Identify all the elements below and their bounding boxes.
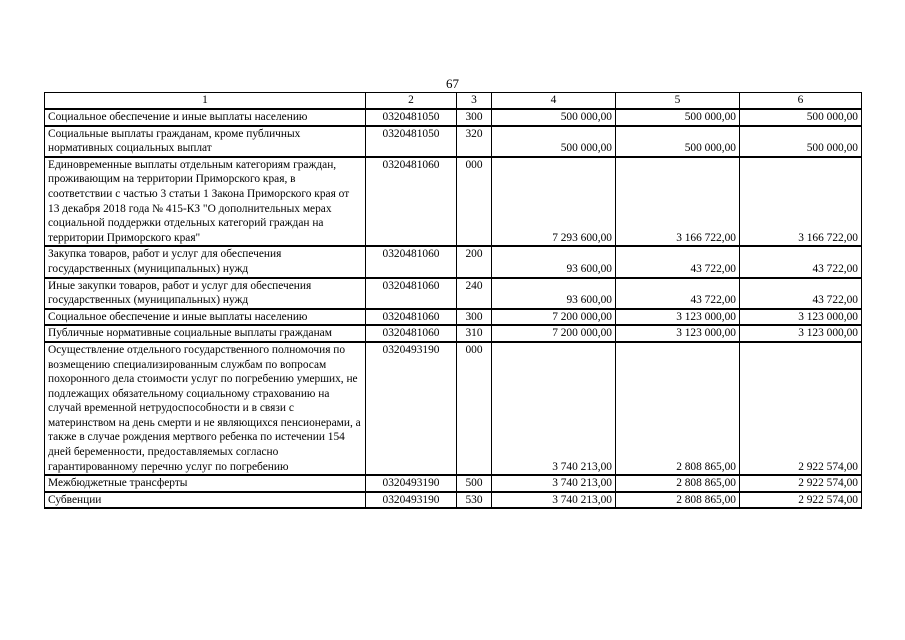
row-value-cell: 2 922 574,00	[740, 492, 862, 509]
table-row	[45, 475, 862, 492]
row-value-cell: 7 200 000,00	[492, 309, 616, 326]
budget-table	[44, 92, 862, 509]
row-code-cell: 0320493190	[366, 475, 457, 492]
row-name-cell: Субвенции	[45, 492, 366, 509]
row-type-cell: 300	[457, 309, 492, 326]
row-name-cell: Социальные выплаты гражданам, кроме публичных нормативных социальных выплат	[45, 126, 366, 157]
row-name-cell: Социальное обеспечение и иные выплаты населению	[45, 109, 366, 126]
row-value-cell: 2 922 574,00	[740, 475, 862, 492]
row-code-cell: 0320481060	[366, 309, 457, 326]
table-row	[45, 246, 862, 277]
row-value-cell: 3 740 213,00	[492, 475, 616, 492]
table-row	[45, 342, 862, 475]
column-header: 2	[366, 93, 457, 110]
table-row	[45, 109, 862, 126]
row-name-cell: Публичные нормативные социальные выплаты гражданам	[45, 325, 366, 342]
row-value-cell: 2 922 574,00	[740, 342, 862, 475]
row-value-cell: 500 000,00	[616, 109, 740, 126]
row-value-cell: 7 200 000,00	[492, 325, 616, 342]
row-value-cell: 43 722,00	[740, 246, 862, 277]
row-name-cell: Межбюджетные трансферты	[45, 475, 366, 492]
row-code-cell: 0320481060	[366, 278, 457, 309]
row-name-cell: Иные закупки товаров, работ и услуг для обеспечения государственных (муниципальных) нужд	[45, 278, 366, 309]
table-row	[45, 278, 862, 309]
row-value-cell: 93 600,00	[492, 278, 616, 309]
row-value-cell: 3 740 213,00	[492, 492, 616, 509]
row-name-cell: Осуществление отдельного государственного полномочия по возмещению специализированным службам по вопросам похоронного дела стоимости услуг по погребению умерших, не подлежащих обязательному социальному страхованию на случай временной нетрудоспособности и в связи с материнством на день смерти и не являющихся пенсионерами, а также в случае рождения мертвого ребенка по истечении 154 дней беременности, предоставляемых согласно гарантированному перечню услуг по погребению	[45, 342, 366, 475]
row-value-cell: 3 166 722,00	[616, 157, 740, 247]
column-header: 4	[492, 93, 616, 110]
row-type-cell: 500	[457, 475, 492, 492]
column-header: 5	[616, 93, 740, 110]
row-code-cell: 0320493190	[366, 492, 457, 509]
row-value-cell: 500 000,00	[492, 109, 616, 126]
row-value-cell: 500 000,00	[740, 126, 862, 157]
table-row	[45, 126, 862, 157]
row-value-cell: 43 722,00	[616, 278, 740, 309]
table-row	[45, 157, 862, 247]
row-value-cell: 3 123 000,00	[616, 325, 740, 342]
row-value-cell: 2 808 865,00	[616, 492, 740, 509]
row-value-cell: 3 166 722,00	[740, 157, 862, 247]
row-value-cell: 500 000,00	[492, 126, 616, 157]
row-type-cell: 310	[457, 325, 492, 342]
row-type-cell: 240	[457, 278, 492, 309]
page-number: 67	[446, 76, 459, 91]
row-type-cell: 300	[457, 109, 492, 126]
row-code-cell: 0320481050	[366, 126, 457, 157]
row-name-cell: Закупка товаров, работ и услуг для обеспечения государственных (муниципальных) нужд	[45, 246, 366, 277]
table-row	[45, 325, 862, 342]
row-value-cell: 43 722,00	[616, 246, 740, 277]
row-value-cell: 3 123 000,00	[616, 309, 740, 326]
row-type-cell: 200	[457, 246, 492, 277]
row-value-cell: 2 808 865,00	[616, 342, 740, 475]
column-header: 3	[457, 93, 492, 110]
row-code-cell: 0320481050	[366, 109, 457, 126]
row-code-cell: 0320481060	[366, 325, 457, 342]
table-row	[45, 492, 862, 509]
table-header-row	[45, 93, 862, 110]
row-code-cell: 0320481060	[366, 157, 457, 247]
row-type-cell: 000	[457, 157, 492, 247]
row-name-cell: Единовременные выплаты отдельным категориям граждан, проживающим на территории Приморского края, в соответствии с частью 3 статьи 1 Закона Приморского края от 13 декабря 2018 года № 415-КЗ "О дополнительных мерах социальной поддержки отдельных категорий граждан на территории Приморского края"	[45, 157, 366, 247]
table-row	[45, 309, 862, 326]
row-code-cell: 0320493190	[366, 342, 457, 475]
row-value-cell: 43 722,00	[740, 278, 862, 309]
row-value-cell: 7 293 600,00	[492, 157, 616, 247]
row-value-cell: 500 000,00	[740, 109, 862, 126]
row-value-cell: 3 123 000,00	[740, 309, 862, 326]
row-value-cell: 2 808 865,00	[616, 475, 740, 492]
row-type-cell: 320	[457, 126, 492, 157]
row-type-cell: 530	[457, 492, 492, 509]
row-value-cell: 3 740 213,00	[492, 342, 616, 475]
row-value-cell: 93 600,00	[492, 246, 616, 277]
row-value-cell: 500 000,00	[616, 126, 740, 157]
row-value-cell: 3 123 000,00	[740, 325, 862, 342]
column-header: 6	[740, 93, 862, 110]
row-name-cell: Социальное обеспечение и иные выплаты населению	[45, 309, 366, 326]
column-header: 1	[45, 93, 366, 110]
row-type-cell: 000	[457, 342, 492, 475]
row-code-cell: 0320481060	[366, 246, 457, 277]
